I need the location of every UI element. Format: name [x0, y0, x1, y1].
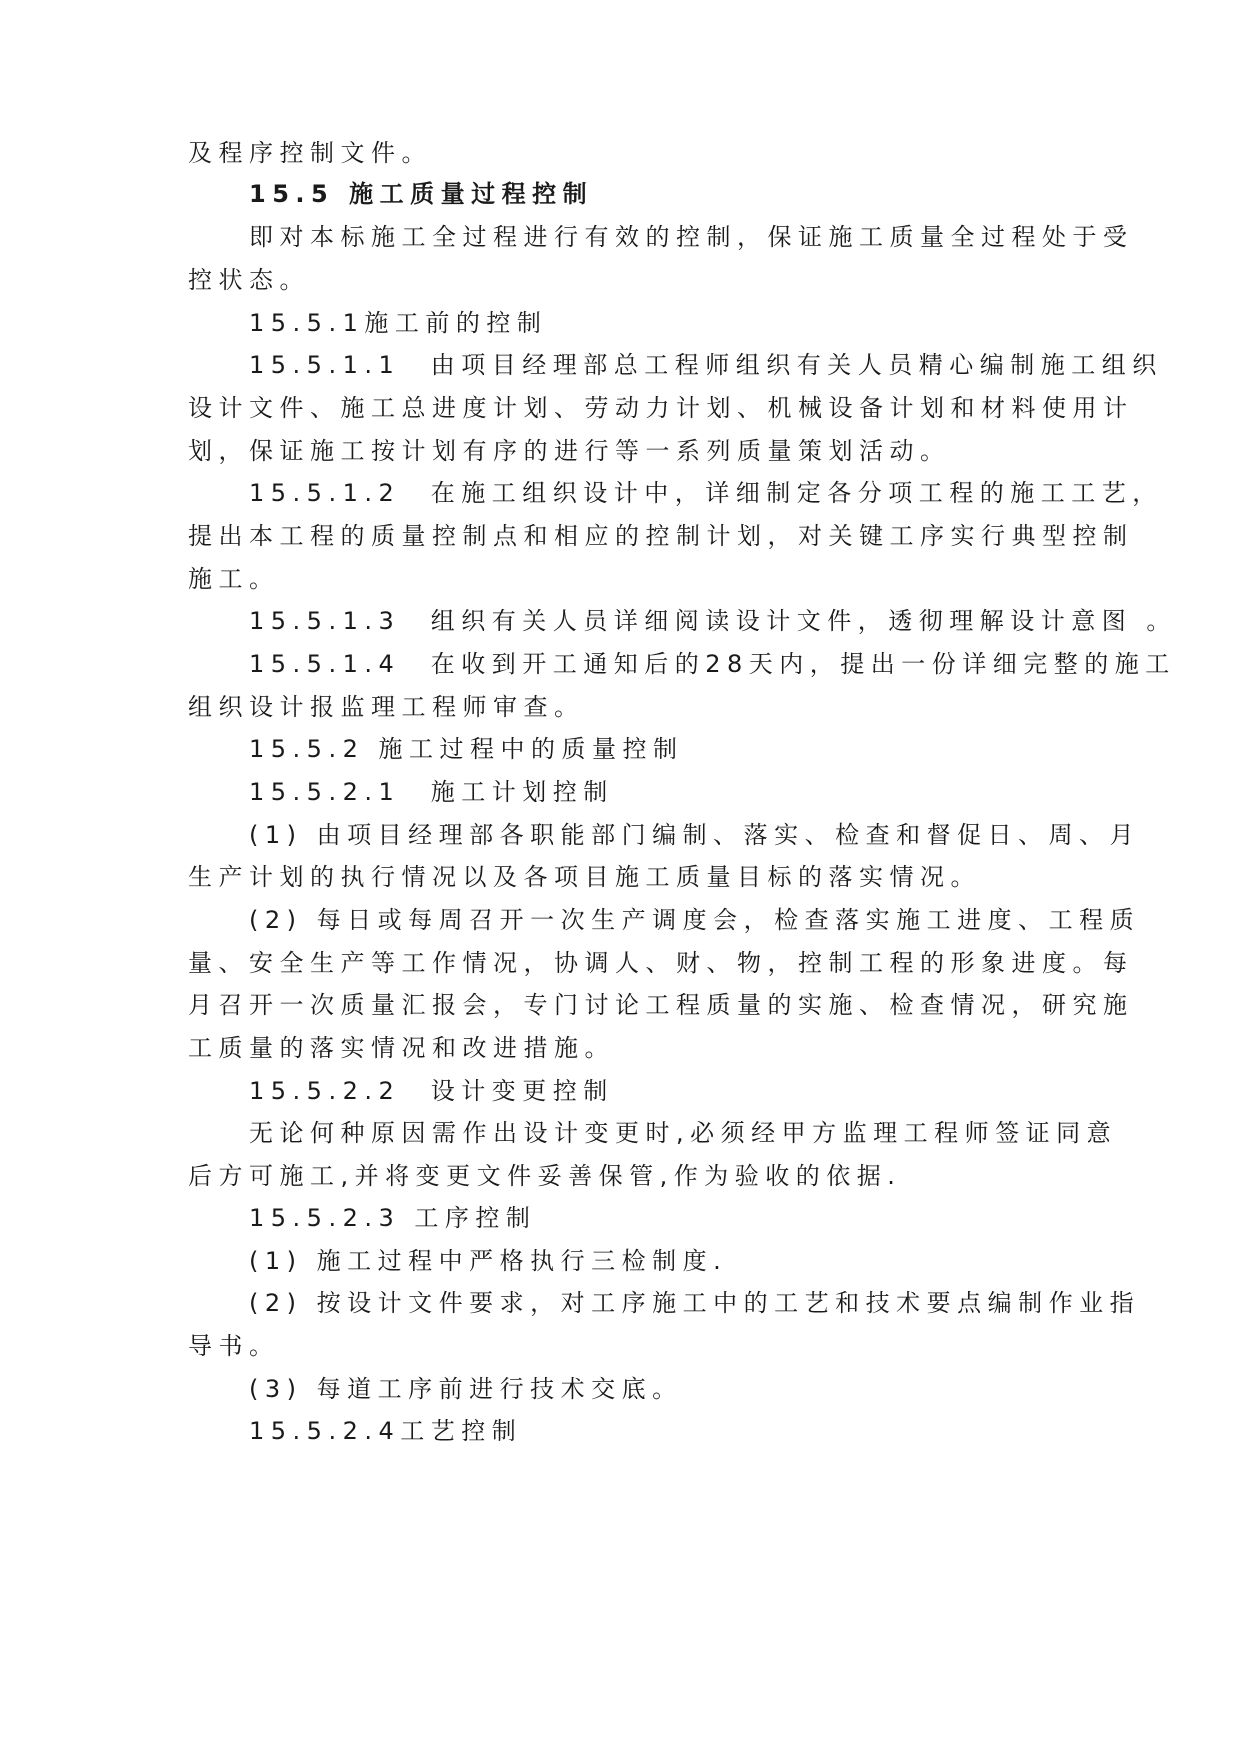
text-line: 即对本标施工全过程进行有效的控制，保证施工质量全过程处于受	[249, 223, 1134, 251]
text-line: 15.5.1.3 组织有关人员详细阅读设计文件，透彻理解设计意图 。	[249, 607, 1177, 635]
text-line: 导书。	[188, 1332, 280, 1360]
text-line: 15.5.1.2 在施工组织设计中，详细制定各分项工程的施工工艺，	[249, 479, 1163, 507]
text-line: (1) 由项目经理部各职能部门编制、落实、检查和督促日、周、月	[249, 821, 1141, 849]
subsection-heading: 15.5.2.2 设计变更控制	[249, 1077, 614, 1105]
text-line: 提出本工程的质量控制点和相应的控制计划，对关键工序实行典型控制	[188, 522, 1134, 550]
text-line: 生产计划的执行情况以及各项目施工质量目标的落实情况。	[188, 863, 981, 891]
text-line: 15.5.1.4 在收到开工通知后的28天内，提出一份详细完整的施工	[249, 650, 1176, 678]
text-line: 设计文件、施工总进度计划、劳动力计划、机械设备计划和材料使用计	[188, 394, 1134, 422]
text-line: 组织设计报监理工程师审查。	[188, 693, 585, 721]
text-line: 无论何种原因需作出设计变更时,必须经甲方监理工程师签证同意	[249, 1119, 1118, 1147]
subsection-heading: 15.5.2.1 施工计划控制	[249, 778, 614, 806]
subsection-heading: 15.5.2.4工艺控制	[249, 1417, 523, 1445]
subsection-heading: 15.5.1施工前的控制	[249, 309, 548, 337]
text-line: (3) 每道工序前进行技术交底。	[249, 1375, 683, 1403]
text-line: 月召开一次质量汇报会，专门讨论工程质量的实施、检查情况，研究施	[188, 991, 1134, 1019]
text-line: 施工。	[188, 565, 280, 593]
text-line: (2) 每日或每周召开一次生产调度会，检查落实施工进度、工程质	[249, 906, 1141, 934]
subsection-heading: 15.5.2.3 工序控制	[249, 1204, 537, 1232]
text-line: 工质量的落实情况和改进措施。	[188, 1034, 615, 1062]
section-heading: 15.5 施工质量过程控制	[249, 180, 594, 208]
text-line: 后方可施工,并将变更文件妥善保管,作为验收的依据.	[188, 1162, 902, 1190]
text-line: 及程序控制文件。	[188, 139, 432, 167]
text-line: 量、安全生产等工作情况，协调人、财、物，控制工程的形象进度。每	[188, 949, 1134, 977]
text-line: 控状态。	[188, 266, 310, 294]
text-line: 划，保证施工按计划有序的进行等一系列质量策划活动。	[188, 437, 951, 465]
subsection-heading: 15.5.2 施工过程中的质量控制	[249, 735, 684, 763]
text-line: (1) 施工过程中严格执行三检制度.	[249, 1247, 728, 1275]
text-line: (2) 按设计文件要求，对工序施工中的工艺和技术要点编制作业指	[249, 1289, 1141, 1317]
text-line: 15.5.1.1 由项目经理部总工程师组织有关人员精心编制施工组织	[249, 351, 1163, 379]
